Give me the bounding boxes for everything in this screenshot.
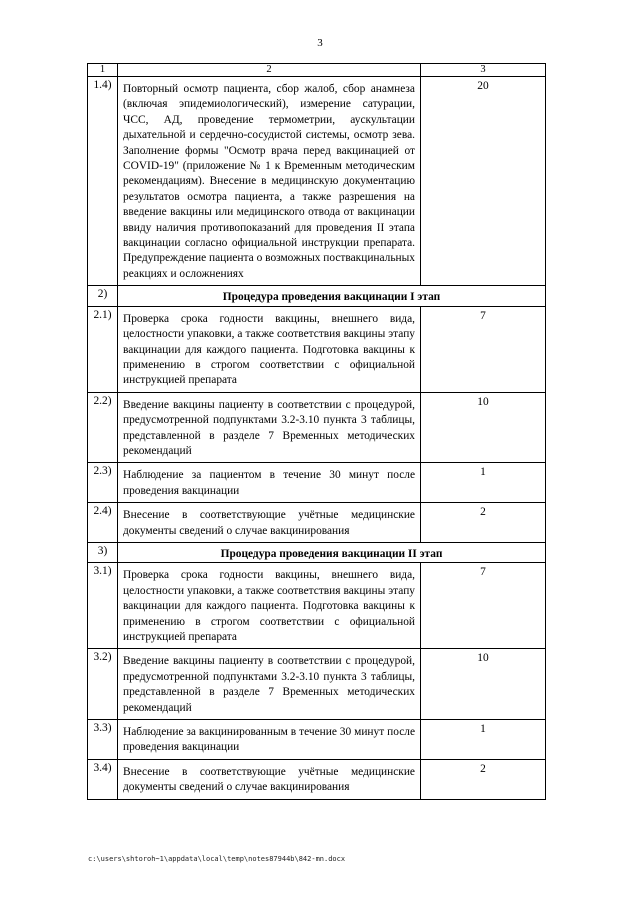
table-row bbox=[88, 77, 546, 286]
row-number: 3.3) bbox=[88, 720, 118, 760]
procedure-description: Наблюдение за вакцинированным в течение 30 минут после проведения вакцинации bbox=[118, 720, 421, 760]
header-cell-3: 3 bbox=[421, 64, 546, 77]
table-row bbox=[88, 392, 546, 463]
row-number: 3) bbox=[88, 542, 118, 562]
procedure-description: Введение вакцины пациенту в соответствии с процедурой, предусмотренной подпунктами 3.2-3.10 пункта 3 таблицы, представленной в разделе 7 Временных методических рекомендаций bbox=[118, 392, 421, 463]
row-number: 2.2) bbox=[88, 392, 118, 463]
procedure-description: Введение вакцины пациенту в соответствии с процедурой, предусмотренной подпунктами 3.2-3.10 пункта 3 таблицы, представленной в разделе 7 Временных методических рекомендаций bbox=[118, 649, 421, 720]
duration-value: 1 bbox=[421, 463, 546, 503]
table-row bbox=[88, 306, 546, 392]
header-cell-1: 1 bbox=[88, 64, 118, 77]
stage-title: Процедура проведения вакцинации I этап bbox=[118, 286, 546, 306]
procedure-description: Проверка срока годности вакцины, внешнего вида, целостности упаковки, а также соответствия вакцины этапу вакцинации для каждого пациента. Подготовка вакцины к применению в строгом соответствии с официальной инструкцией препарата bbox=[118, 306, 421, 392]
row-number: 3.4) bbox=[88, 759, 118, 799]
table-row bbox=[88, 649, 546, 720]
table-row bbox=[88, 463, 546, 503]
duration-value: 2 bbox=[421, 503, 546, 543]
stage-row bbox=[88, 286, 546, 306]
duration-value: 10 bbox=[421, 649, 546, 720]
table-row bbox=[88, 720, 546, 760]
table-row bbox=[88, 563, 546, 649]
row-number: 2.4) bbox=[88, 503, 118, 543]
table-row bbox=[88, 759, 546, 799]
file-path-footer: c:\users\shtoroh~1\appdata\local\temp\notes87944b\842-mn.docx bbox=[88, 855, 346, 863]
procedure-description: Проверка срока годности вакцины, внешнего вида, целостности упаковки, а также соответствия вакцины этапу вакцинации для каждого пациента. Подготовка вакцины к применению в строгом соответствии с официальной инструкцией препарата bbox=[118, 563, 421, 649]
duration-value: 7 bbox=[421, 306, 546, 392]
procedure-description: Внесение в соответствующие учётные медицинские документы сведений о случае вакцинирования bbox=[118, 759, 421, 799]
header-cell-2: 2 bbox=[118, 64, 421, 77]
duration-value: 10 bbox=[421, 392, 546, 463]
table-header-row bbox=[88, 64, 546, 77]
row-number: 3.2) bbox=[88, 649, 118, 720]
procedure-description: Внесение в соответствующие учётные медицинские документы сведений о случае вакцинирования bbox=[118, 503, 421, 543]
stage-row bbox=[88, 542, 546, 562]
page-number: 3 bbox=[317, 37, 323, 49]
table-row bbox=[88, 503, 546, 543]
stage-title: Процедура проведения вакцинации II этап bbox=[118, 542, 546, 562]
procedure-description: Наблюдение за пациентом в течение 30 минут после проведения вакцинации bbox=[118, 463, 421, 503]
procedures-table bbox=[87, 63, 546, 800]
row-number: 1.4) bbox=[88, 77, 118, 286]
duration-value: 1 bbox=[421, 720, 546, 760]
row-number: 2.3) bbox=[88, 463, 118, 503]
row-number: 2.1) bbox=[88, 306, 118, 392]
procedure-description: Повторный осмотр пациента, сбор жалоб, сбор анамнеза (включая эпидемиологический), измерение сатурации, ЧСС, АД, проведение термометрии, аускультации дыхательной и сердечно-сосудистой системы, осмотр зева. Заполнение формы "Осмотр врача перед вакцинацией от COVID-19" (приложение № 1 к Временным методическим рекомендациям). Внесение в медицинскую документацию результатов осмотра пациента, а также разрешения на введение вакцины или медицинского отвода от вакцинации ввиду наличия противопоказаний для проведения II этапа вакцинации согласно официальной инструкции препарата. Предупреждение пациента о возможных поствакцинальных реакциях и осложнениях bbox=[118, 77, 421, 286]
row-number: 3.1) bbox=[88, 563, 118, 649]
row-number: 2) bbox=[88, 286, 118, 306]
duration-value: 2 bbox=[421, 759, 546, 799]
duration-value: 7 bbox=[421, 563, 546, 649]
duration-value: 20 bbox=[421, 77, 546, 286]
